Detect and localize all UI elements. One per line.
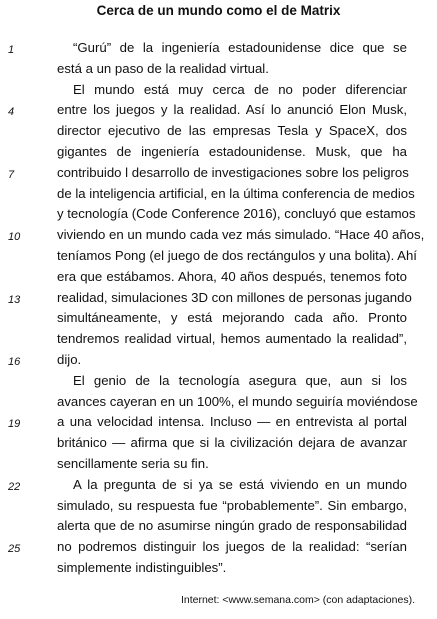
line-text: de la inteligencia artificial, en la última conferencia de medios [57, 185, 415, 201]
line-text: británico — afirma que si la civilización dejara de avanzar [57, 435, 407, 451]
article-body [0, 38, 437, 579]
text-line [0, 329, 437, 350]
text-line [0, 350, 437, 371]
text-line [0, 100, 437, 121]
line-text: simplemente indistinguibles”. [57, 559, 227, 575]
text-line [0, 80, 437, 101]
text-line [0, 412, 437, 433]
line-number: 4 [8, 106, 15, 119]
text-line [0, 516, 437, 537]
text-line [0, 38, 437, 59]
line-text: contribuido l desarrollo de investigaciones sobre los peligros [57, 164, 409, 180]
line-text: y tecnología (Code Conference 2016), concluyó que estamos [57, 206, 416, 222]
line-text: alerta que de no asumirse ningún grado de responsabilidad [57, 518, 407, 534]
text-line [0, 246, 437, 267]
line-number: 16 [8, 355, 21, 368]
text-line [0, 433, 437, 454]
text-line [0, 454, 437, 475]
line-number: 10 [8, 231, 21, 244]
line-text: El genio de la tecnología asegura que, aun si los [73, 372, 407, 388]
text-line [0, 308, 437, 329]
line-text: sencillamente seria su fin. [57, 455, 209, 471]
line-text: viviendo en un mundo cada vez más simulado. “Hace 40 años, [57, 227, 425, 243]
line-text: tendremos realidad virtual, hemos aumentado la realidad”, [57, 331, 407, 347]
text-line [0, 225, 437, 246]
text-line [0, 288, 437, 309]
text-line [0, 184, 437, 205]
text-line [0, 267, 437, 288]
text-line [0, 204, 437, 225]
line-number: 7 [8, 168, 15, 181]
line-text: a una velocidad intensa. Incluso — en entrevista al portal [57, 414, 407, 430]
line-number: 22 [8, 480, 21, 493]
text-line [0, 558, 437, 579]
line-text: simulado, su respuesta fue “probablemente”. Sin embargo, [57, 497, 407, 513]
line-text: realidad, simulaciones 3D con millones de personas jugando [57, 289, 412, 305]
text-line [0, 121, 437, 142]
text-line [0, 496, 437, 517]
text-line [0, 371, 437, 392]
line-text: A la pregunta de si ya se está viviendo en un mundo [73, 476, 407, 492]
text-line [0, 537, 437, 558]
document-title: Cerca de un mundo como el de Matrix [96, 3, 341, 18]
line-text: dijo. [57, 351, 82, 367]
line-number: 25 [8, 543, 21, 556]
text-line [0, 392, 437, 413]
line-text: no podremos distinguir los juegos de la realidad: “serían [57, 539, 407, 555]
text-line [0, 59, 437, 80]
line-text: era que estábamos. Ahora, 40 años después, tenemos foto [57, 268, 407, 284]
line-text: director ejecutivo de las empresas Tesla y SpaceX, dos [57, 123, 407, 139]
line-text: teníamos Pong (el juego de dos rectángulos y una bolita). Ahí [57, 247, 417, 263]
line-text: avances cayeran en un 100%, el mundo seguiría moviéndose [57, 393, 418, 409]
text-line [0, 475, 437, 496]
text-line [0, 163, 437, 184]
line-text: gigantes de ingeniería estadounidense. Musk, que ha [57, 143, 407, 159]
line-number: 19 [8, 418, 21, 431]
source-citation: Internet: <www.semana.com> (con adaptaciones). [180, 594, 415, 606]
line-number: 13 [8, 293, 21, 306]
line-number: 1 [8, 44, 15, 56]
line-text: “Gurú” de la ingeniería estadounidense dice que se [73, 40, 407, 55]
text-line [0, 142, 437, 163]
line-text: entre los juegos y la realidad. Así lo anunció Elon Musk, [57, 102, 407, 118]
line-text: está a un paso de la realidad virtual. [57, 60, 269, 76]
line-text: El mundo está muy cerca de no poder diferenciar [73, 81, 407, 97]
line-text: simultáneamente, y está mejorando cada año. Pronto [57, 310, 407, 326]
